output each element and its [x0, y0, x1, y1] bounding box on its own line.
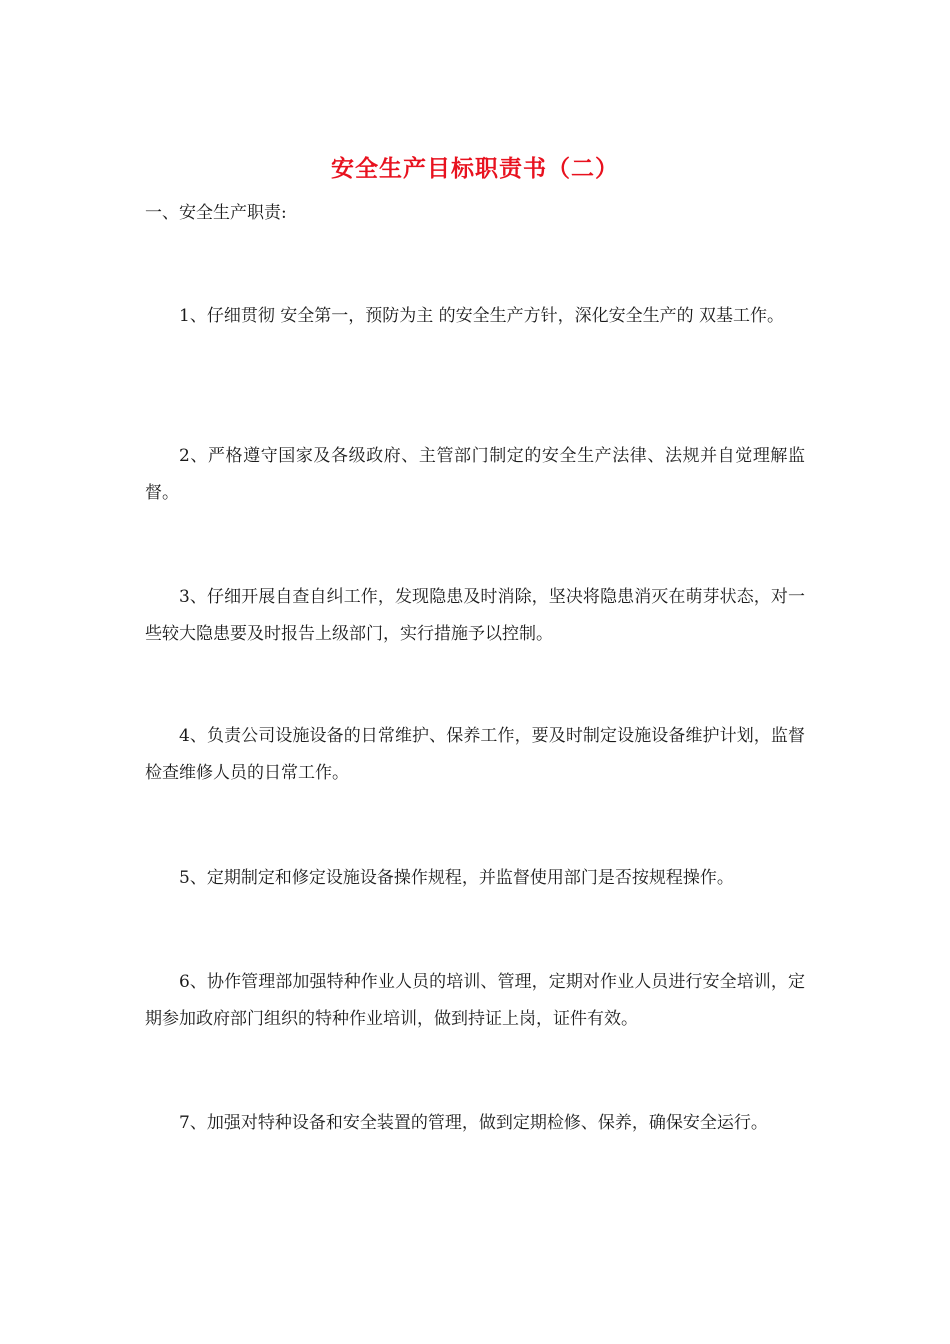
paragraph-1: 1、仔细贯彻 安全第一，预防为主 的安全生产方针，深化安全生产的 双基工作。	[179, 306, 785, 326]
section-heading: 一、安全生产职责:	[145, 203, 287, 223]
paragraph-7: 7、加强对特种设备和安全装置的管理，做到定期检修、保养，确保安全运行。	[179, 1113, 768, 1133]
paragraph-6: 6、协作管理部加强特种作业人员的培训、管理，定期对作业人员进行安全培训，定期参加政府部门组织的特种作业培训，做到持证上岗，证件有效。	[145, 972, 805, 1029]
paragraph-4: 4、负责公司设施设备的日常维护、保养工作，要及时制定设施设备维护计划，监督检查维修人员的日常工作。	[145, 726, 805, 783]
paragraph-2: 2、严格遵守国家及各级政府、主管部门制定的安全生产法律、法规并自觉理解监督。	[145, 446, 805, 503]
paragraph-3: 3、仔细开展自查自纠工作，发现隐患及时消除，坚决将隐患消灭在萌芽状态，对一些较大隐患要及时报告上级部门，实行措施予以控制。	[145, 587, 805, 644]
document-title: 安全生产目标职责书（二）	[331, 155, 619, 182]
paragraph-5: 5、定期制定和修定设施设备操作规程，并监督使用部门是否按规程操作。	[179, 868, 734, 888]
